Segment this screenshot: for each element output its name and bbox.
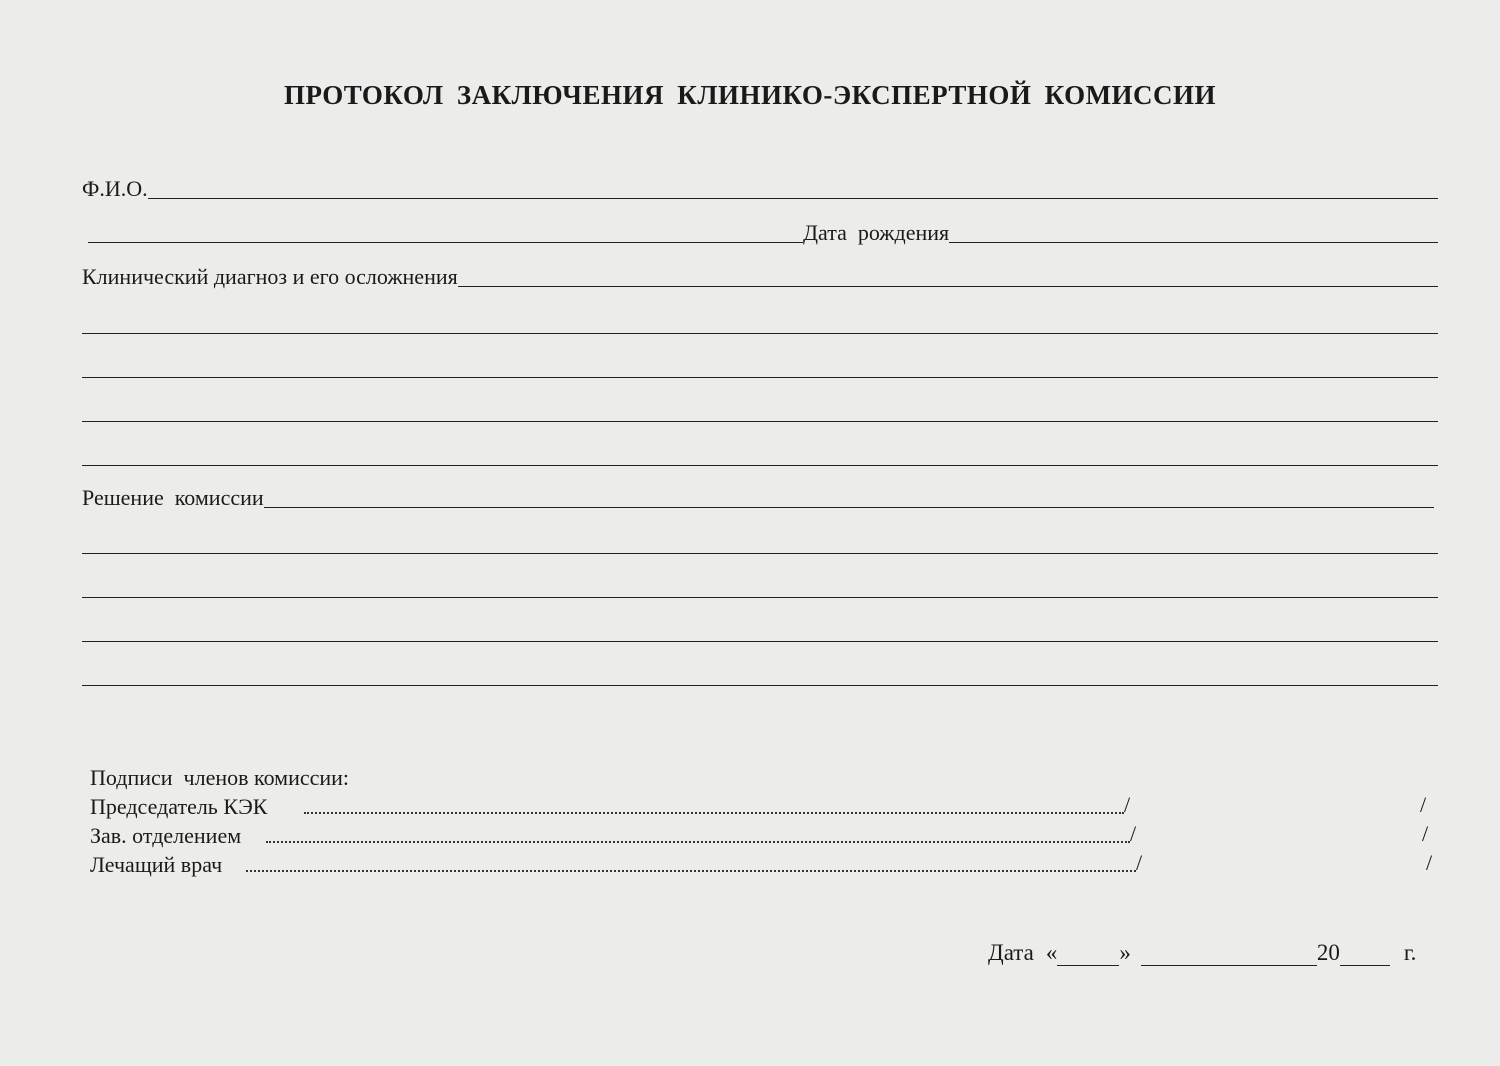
- diagnosis-row: [82, 264, 1438, 289]
- decision-line-2[interactable]: [82, 553, 1438, 554]
- attending-doctor-label: Лечащий врач: [90, 852, 223, 877]
- decision-line-4[interactable]: [82, 641, 1438, 642]
- fio-continuation-line[interactable]: [88, 220, 803, 243]
- signatures-heading: Подписи членов комиссии:: [90, 765, 350, 790]
- head-of-department-signature-line[interactable]: [266, 841, 1130, 843]
- decision-input-line[interactable]: [264, 485, 1434, 508]
- date-open-quote: «: [1045, 940, 1058, 965]
- head-of-department-name-end-slash: /: [1422, 821, 1429, 846]
- diagnosis-line-2[interactable]: [82, 333, 1438, 334]
- month-input-line[interactable]: [1141, 943, 1317, 966]
- fio-input-line[interactable]: [148, 176, 1438, 199]
- chairman-label: Председатель КЭК: [90, 794, 268, 819]
- chairman-slash: /: [1124, 792, 1131, 817]
- date-close-quote: »: [1119, 940, 1131, 965]
- attending-doctor-slash: /: [1136, 850, 1143, 875]
- fio-row: [82, 176, 1438, 201]
- birth-date-label: Дата рождения: [803, 220, 950, 245]
- birth-date-row: [88, 220, 1438, 245]
- attending-doctor-name-end-slash: /: [1426, 850, 1433, 875]
- diagnosis-label: Клинический диагноз и его осложнения: [82, 264, 458, 289]
- attending-doctor-signature-line[interactable]: [246, 870, 1136, 872]
- chairman-name-end-slash: /: [1420, 792, 1427, 817]
- document-title: ПРОТОКОЛ ЗАКЛЮЧЕНИЯ КЛИНИКО-ЭКСПЕРТНОЙ КОМИССИИ: [283, 80, 1217, 110]
- birth-date-input-line[interactable]: [949, 220, 1438, 243]
- decision-line-5[interactable]: [82, 685, 1438, 686]
- diagnosis-line-4[interactable]: [82, 421, 1438, 422]
- date-label: Дата: [988, 940, 1034, 965]
- diagnosis-line-3[interactable]: [82, 377, 1438, 378]
- date-century: 20: [1316, 940, 1340, 965]
- chairman-signature-line[interactable]: [304, 812, 1124, 814]
- date-row: [988, 940, 1416, 966]
- date-year-suffix: г.: [1403, 940, 1417, 965]
- day-input-line[interactable]: [1057, 943, 1119, 966]
- head-of-department-slash: /: [1130, 821, 1137, 846]
- diagnosis-line-5[interactable]: [82, 465, 1438, 466]
- diagnosis-input-line[interactable]: [458, 264, 1438, 287]
- year-input-line[interactable]: [1340, 943, 1390, 966]
- head-of-department-label: Зав. отделением: [90, 823, 242, 848]
- decision-line-3[interactable]: [82, 597, 1438, 598]
- fio-label: Ф.И.О.: [82, 176, 148, 201]
- decision-row: [82, 485, 1434, 510]
- decision-label: Решение комиссии: [82, 485, 264, 510]
